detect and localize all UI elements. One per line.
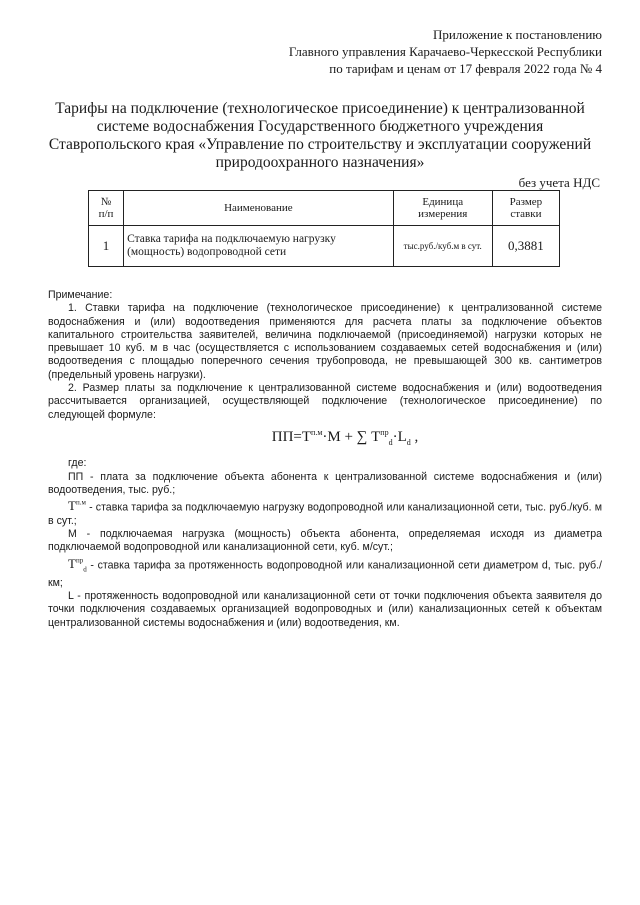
def-td-para: [48, 555, 602, 591]
document-title: [30, 100, 610, 172]
header-unit-line1: Единица: [422, 196, 464, 208]
title-line-3: Ставропольского края «Управление по строительству и эксплуатации сооружений: [48, 136, 592, 153]
header-name: Наименование: [124, 191, 394, 226]
formula-tail: ·L: [392, 428, 407, 445]
title-line-1: Тарифы на подключение (технологическое присоединение) к централизованной: [55, 100, 585, 117]
formula-tail-sub: d: [406, 437, 411, 447]
header-num: [89, 191, 124, 226]
sym-td-sub: d: [83, 565, 87, 574]
sym-tpm-base: Т: [68, 498, 76, 514]
appendix-line-1: Приложение к постановлению: [432, 27, 602, 42]
table-header-row: [89, 191, 560, 226]
formula-end: ,: [410, 428, 419, 445]
header-num-line1: №: [100, 196, 112, 208]
header-rate-line1: Размер: [509, 196, 543, 208]
header-rate-line2: ставки: [510, 208, 542, 220]
title-line-2: системе водоснабжения Государственного бюджетного учреждения: [96, 118, 544, 135]
notes-heading: Примечание:: [48, 289, 113, 301]
title-line-4: природоохранного назначения»: [215, 154, 425, 171]
row-name: Ставка тарифа на подключаемую нагрузку (мощность) водопроводной сети: [124, 226, 394, 267]
sym-td: [68, 556, 87, 574]
formula-t2-sub: d: [388, 437, 393, 447]
note-item-2: 2. Размер платы за подключение к централизованной системе водоснабжения и (или) водоотведения рассчитывается организацией, осуществляющей подключение (технологическое присоединение) по следующей формуле:: [48, 382, 602, 421]
sym-td-sup: пр: [75, 556, 84, 565]
formula-eq: =: [293, 428, 302, 445]
def-tpm-para: [48, 497, 602, 528]
fee-formula: [88, 426, 602, 449]
sym-td-base: Т: [68, 556, 76, 571]
table-row: [89, 226, 560, 267]
formula-lhs: ПП: [271, 428, 294, 445]
def-l: L - протяженность водопроводной или канализационной сети от точки подключения объекта заявителя до точки подключения создаваемых организацией водопроводных и (или) канализационных сетей к объектам централизованной системы водоснабжения и (или) водоотведения, км.: [48, 590, 602, 629]
notes-section: [48, 289, 602, 630]
def-m: М - подключаемая нагрузка (мощность) объекта абонента, определяемая исходя из диаметра подключаемой водопроводной или канализационной сети, куб. м/сут.;: [48, 528, 602, 554]
def-td: - ставка тарифа за протяженность водопроводной или канализационной сети диаметром d, тыс. руб./км;: [48, 559, 602, 589]
formula-t2-sup: пр: [380, 427, 389, 437]
row-num: 1: [89, 226, 124, 267]
def-tpm: - ставка тарифа за подключаемую нагрузку водопроводной или канализационной сети, тыс. руб./куб. м в сут.;: [48, 501, 602, 527]
header-num-line2: п/п: [98, 208, 114, 220]
vat-note: без учета НДС: [518, 175, 600, 190]
def-pp: ПП - плата за подключение объекта абонента к централизованной системе водоснабжения и (или) водоотведения, тыс. руб.;: [48, 470, 602, 496]
header-unit-line2: измерения: [418, 208, 468, 220]
row-unit: тыс.руб./куб.м в сут.: [393, 226, 492, 267]
formula-t-sup: п.м: [311, 427, 323, 437]
sym-tpm: [68, 498, 86, 513]
header-rate: [492, 191, 559, 226]
header-unit: [393, 191, 492, 226]
where-label: где:: [68, 457, 87, 470]
formula-t: Т: [301, 428, 312, 445]
appendix-reference: [289, 26, 602, 77]
appendix-line-2: Главного управления Карачаево-Черкесской Республики: [288, 44, 602, 59]
formula-mid: ·M + ∑ Т: [322, 428, 381, 445]
appendix-line-3: по тарифам и ценам от 17 февраля 2022 года № 4: [329, 61, 602, 76]
tariff-table: [88, 190, 560, 267]
row-rate: 0,3881: [492, 226, 559, 267]
note-item-1: 1. Ставки тарифа на подключение (технологическое присоединение) к централизованной системе водоснабжения и (или) водоотведения применяются для расчета платы за подключение объектов капитального строительства заявителей, величина подключаемой (присоединяемой) нагрузки которых не превышает 10 куб. м в час (осуществляется с использованием создаваемых сетей водоснабжения и (или) водоотведения с площадью поперечного сечения трубопровода, не превышающей 300 кв. сантиметров (предельный уровень нагрузки).: [48, 302, 602, 381]
sym-tpm-sup: п.м: [75, 499, 86, 508]
